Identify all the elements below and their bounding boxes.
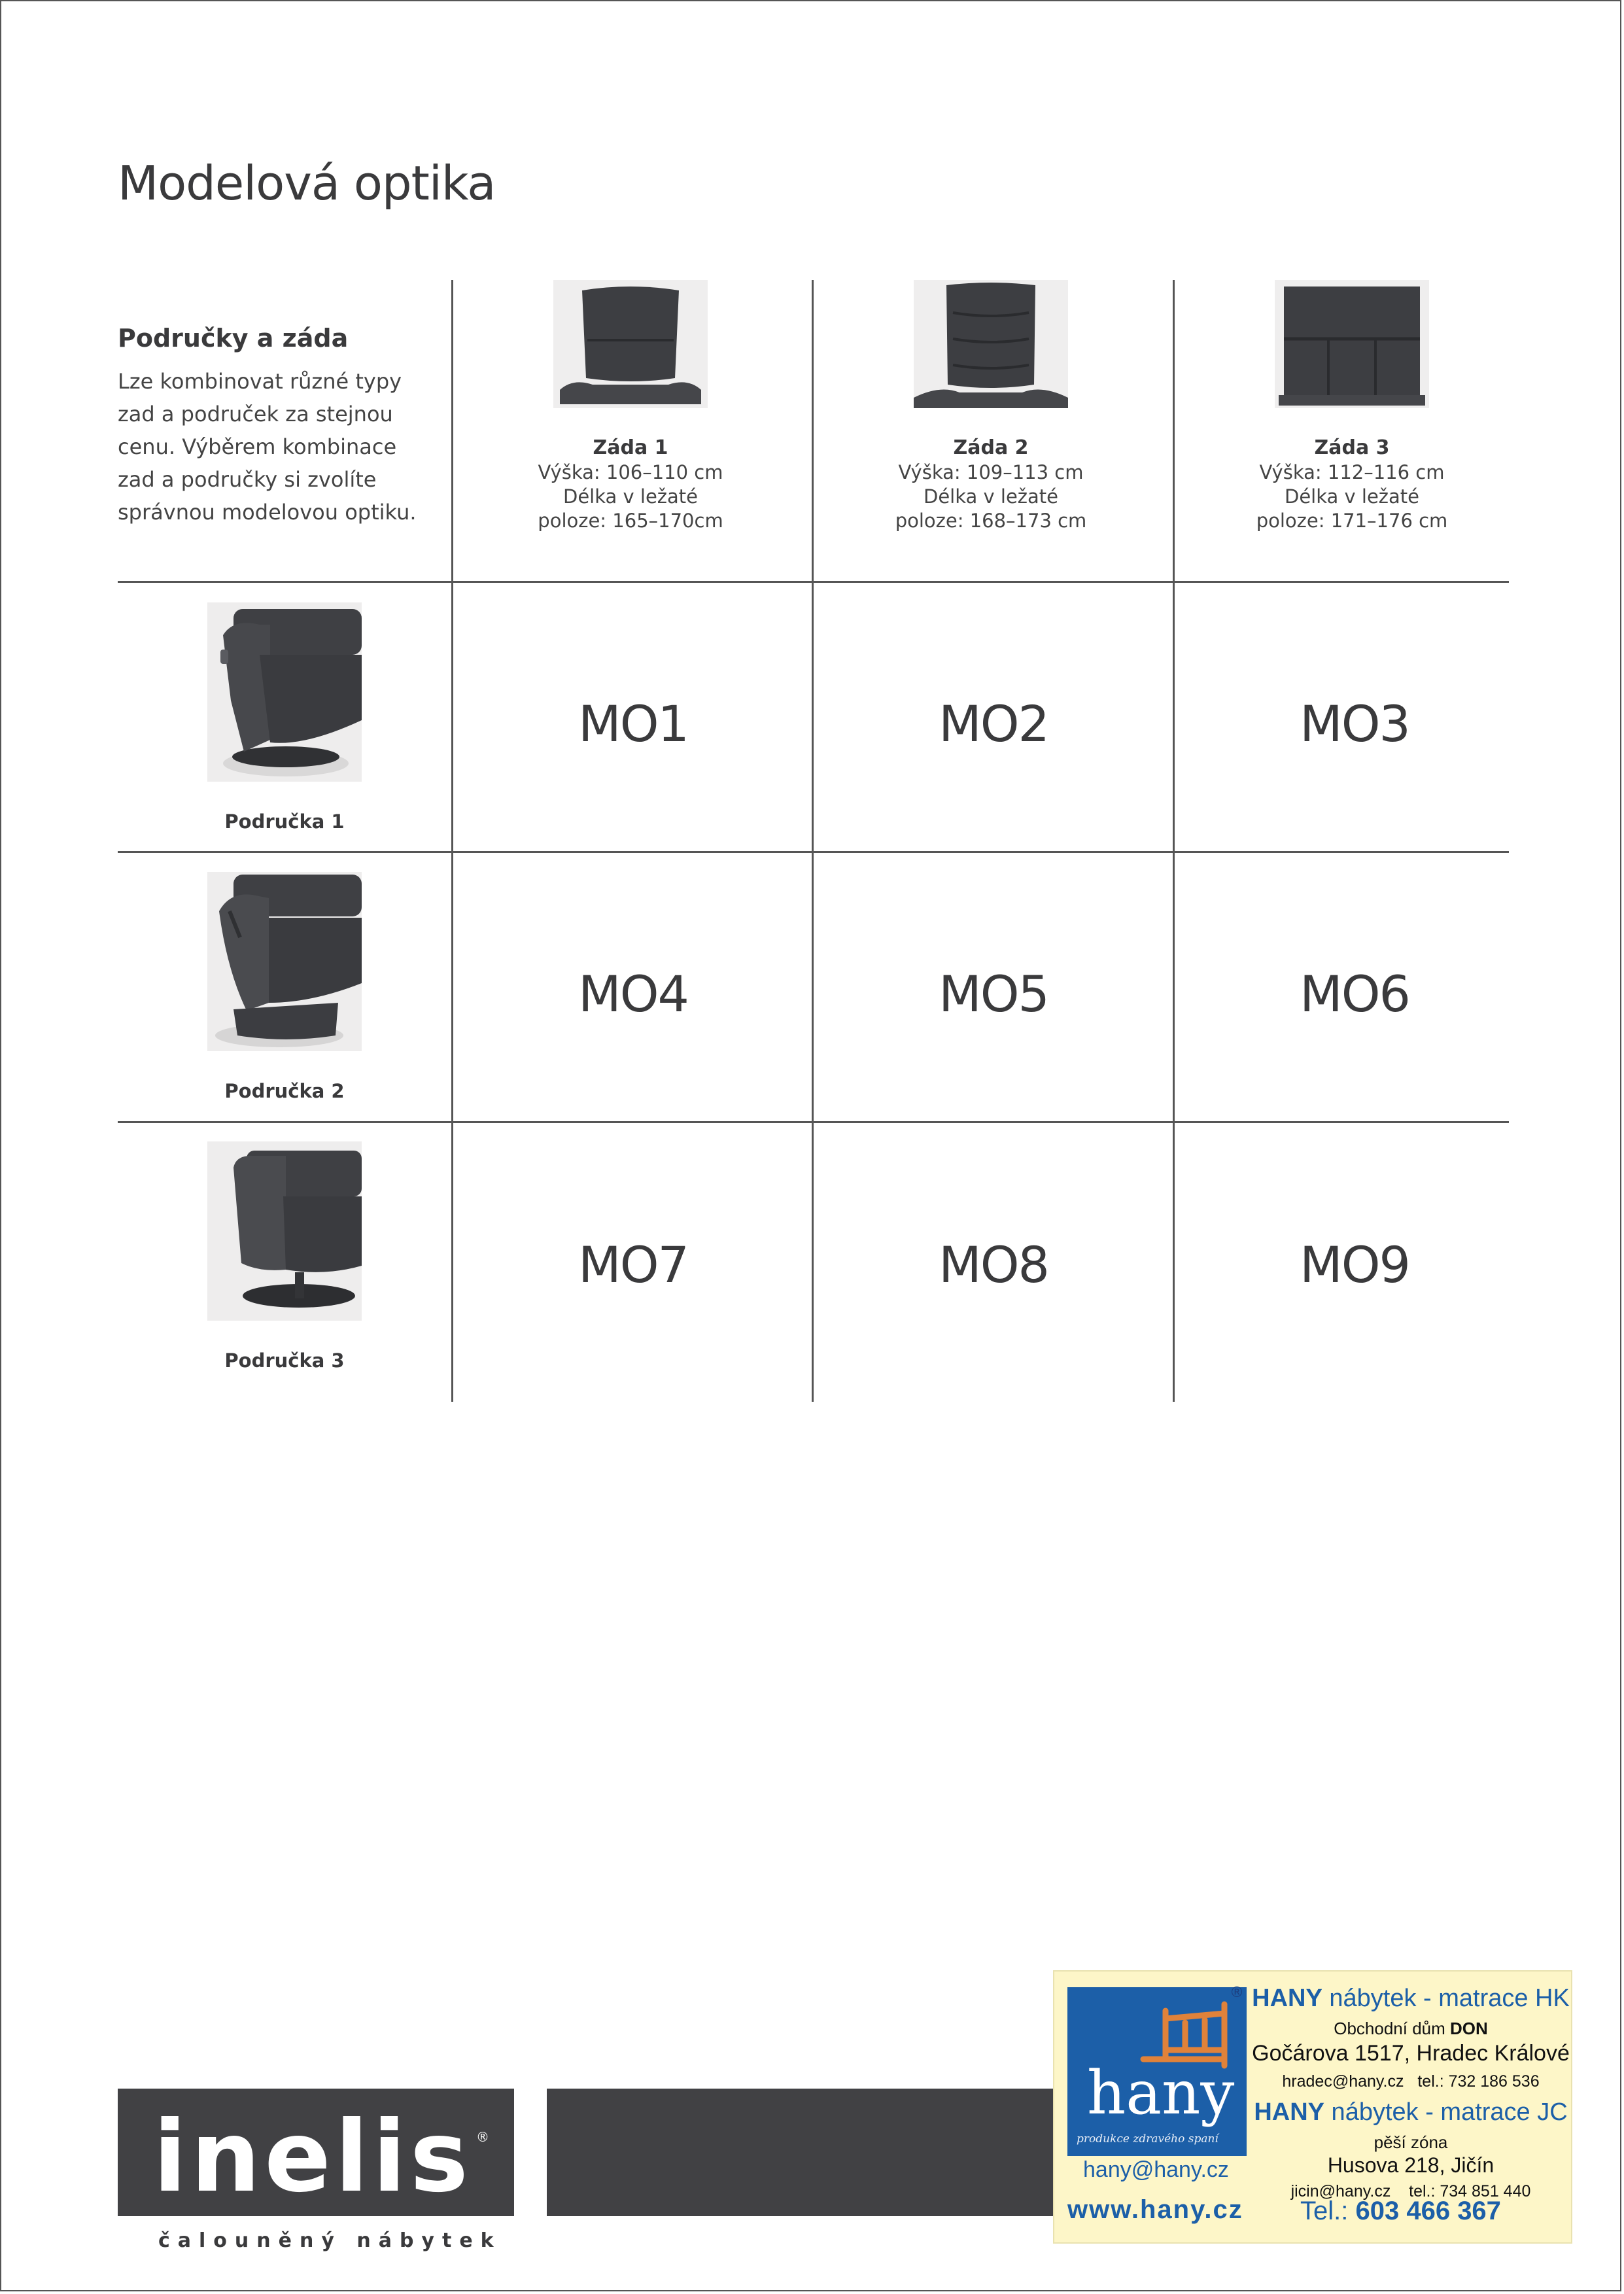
back-length-label: Délka v ležaté: [563, 485, 698, 508]
dealer-hk-building: [1251, 2019, 1571, 2039]
intro-line: správnou modelovou optiku.: [118, 500, 417, 525]
page-title: Modelová optika: [118, 156, 496, 211]
intro-line: Lze kombinovat různé typy: [118, 369, 402, 394]
grid-vline-1: [451, 280, 453, 1402]
grid-vline-3: [1173, 280, 1175, 1402]
hany-logo-word: hany: [1087, 2058, 1235, 2128]
model-code-mo4: MO4: [578, 965, 688, 1023]
model-code-mo5: MO5: [939, 965, 1048, 1023]
dealer-hk-email: hradec@hany.cz: [1282, 2072, 1404, 2091]
dealer-jc-zone: pěší zóna: [1373, 2132, 1448, 2152]
dealer-phone: [1300, 2197, 1501, 2226]
dealer-jc-email: jicin@hany.cz: [1290, 2182, 1391, 2200]
model-code-mo1: MO1: [578, 695, 688, 753]
dealer-hk-brand: HANY: [1252, 1985, 1322, 2012]
back-name: Záda 1: [593, 436, 668, 459]
dealer-hk-building-prefix: Obchodní dům: [1334, 2019, 1450, 2038]
dealer-registered-mark: ®: [1230, 1985, 1244, 2001]
dealer-hk-title-text: nábytek - matrace HK: [1322, 1985, 1570, 2012]
armrest-name: Područka 1: [224, 810, 345, 833]
armrest-name: Područka 3: [224, 1349, 345, 1372]
model-code-mo9: MO9: [1300, 1236, 1409, 1294]
grid-hline-2: [118, 851, 1509, 853]
model-code-mo3: MO3: [1300, 695, 1409, 753]
model-code-mo7: MO7: [578, 1236, 688, 1294]
armrest-2-cell: [118, 872, 451, 1102]
grid-vline-2: [812, 280, 814, 1402]
model-code-mo6: MO6: [1300, 965, 1409, 1023]
dealer-hk-phone: tel.: 732 186 536: [1417, 2072, 1540, 2091]
dealer-jc-brand: HANY: [1254, 2098, 1324, 2126]
inelis-logo-text: inelis: [153, 2100, 473, 2214]
intro-heading: Područky a záda: [118, 324, 349, 353]
back-name: Záda 2: [953, 436, 1029, 459]
grid-hline-1: [118, 581, 1509, 583]
backrest-1-image: [553, 280, 708, 408]
back-column-2: [814, 280, 1167, 533]
intro-line: cenu. Výběrem kombinace: [118, 434, 397, 459]
intro-text: [118, 365, 438, 529]
back-column-3: [1175, 280, 1529, 533]
backrest-2-image: [914, 280, 1068, 408]
intro-line: zad a područky si zvolíte: [118, 467, 377, 492]
intro-line: zad a područek za stejnou: [118, 402, 393, 426]
armrest-3-image: [207, 1141, 362, 1321]
back-height: Výška: 109–113 cm: [898, 461, 1084, 483]
dealer-jc-address: Husova 218, Jičín: [1327, 2153, 1494, 2177]
back-height: Výška: 106–110 cm: [538, 461, 723, 483]
registered-mark: ®: [476, 2129, 489, 2145]
inelis-logo: [118, 2089, 514, 2216]
backrest-3-image: [1275, 280, 1429, 408]
dealer-ad: [1053, 1970, 1572, 2244]
armrest-name: Područka 2: [224, 1080, 345, 1102]
armrest-1-image: [207, 602, 362, 782]
armrest-2-image: [207, 872, 362, 1051]
dealer-hk-address: Gočárova 1517, Hradec Králové: [1252, 2041, 1570, 2066]
back-name: Záda 3: [1314, 436, 1390, 459]
model-code-mo2: MO2: [939, 695, 1048, 753]
back-length-label: Délka v ležaté: [924, 485, 1058, 508]
back-height: Výška: 112–116 cm: [1259, 461, 1445, 483]
dealer-jc-phone: tel.: 734 851 440: [1409, 2182, 1531, 2200]
back-length-value: poloze: 171–176 cm: [1256, 510, 1448, 532]
dealer-website-link[interactable]: www.hany.cz: [1067, 2195, 1243, 2224]
dealer-hk-contact: [1251, 2072, 1571, 2091]
dealer-hk-building-name: DON: [1450, 2019, 1488, 2038]
dealer-phone-number: 603 466 367: [1355, 2197, 1501, 2225]
armrest-1-cell: [118, 602, 451, 833]
brand-tagline: čalouněný nábytek: [158, 2229, 502, 2252]
dealer-email-link[interactable]: hany@hany.cz: [1083, 2157, 1229, 2182]
back-length-value: poloze: 168–173 cm: [895, 510, 1087, 532]
grid-hline-3: [118, 1121, 1509, 1123]
dealer-hk-title: [1251, 1985, 1571, 2013]
hany-logo: [1067, 1987, 1247, 2156]
back-length-value: poloze: 165–170cm: [538, 510, 723, 532]
footer-bar: [547, 2089, 1053, 2216]
model-code-mo8: MO8: [939, 1236, 1048, 1294]
armrest-3-cell: [118, 1141, 451, 1372]
hany-logo-subtitle: produkce zdravého spaní: [1077, 2132, 1218, 2146]
back-column-1: [454, 280, 807, 533]
dealer-jc-title-text: nábytek - matrace JC: [1324, 2098, 1568, 2126]
back-length-label: Délka v ležaté: [1285, 485, 1419, 508]
dealer-jc-title: [1251, 2098, 1571, 2127]
dealer-phone-label: Tel.:: [1300, 2197, 1356, 2225]
